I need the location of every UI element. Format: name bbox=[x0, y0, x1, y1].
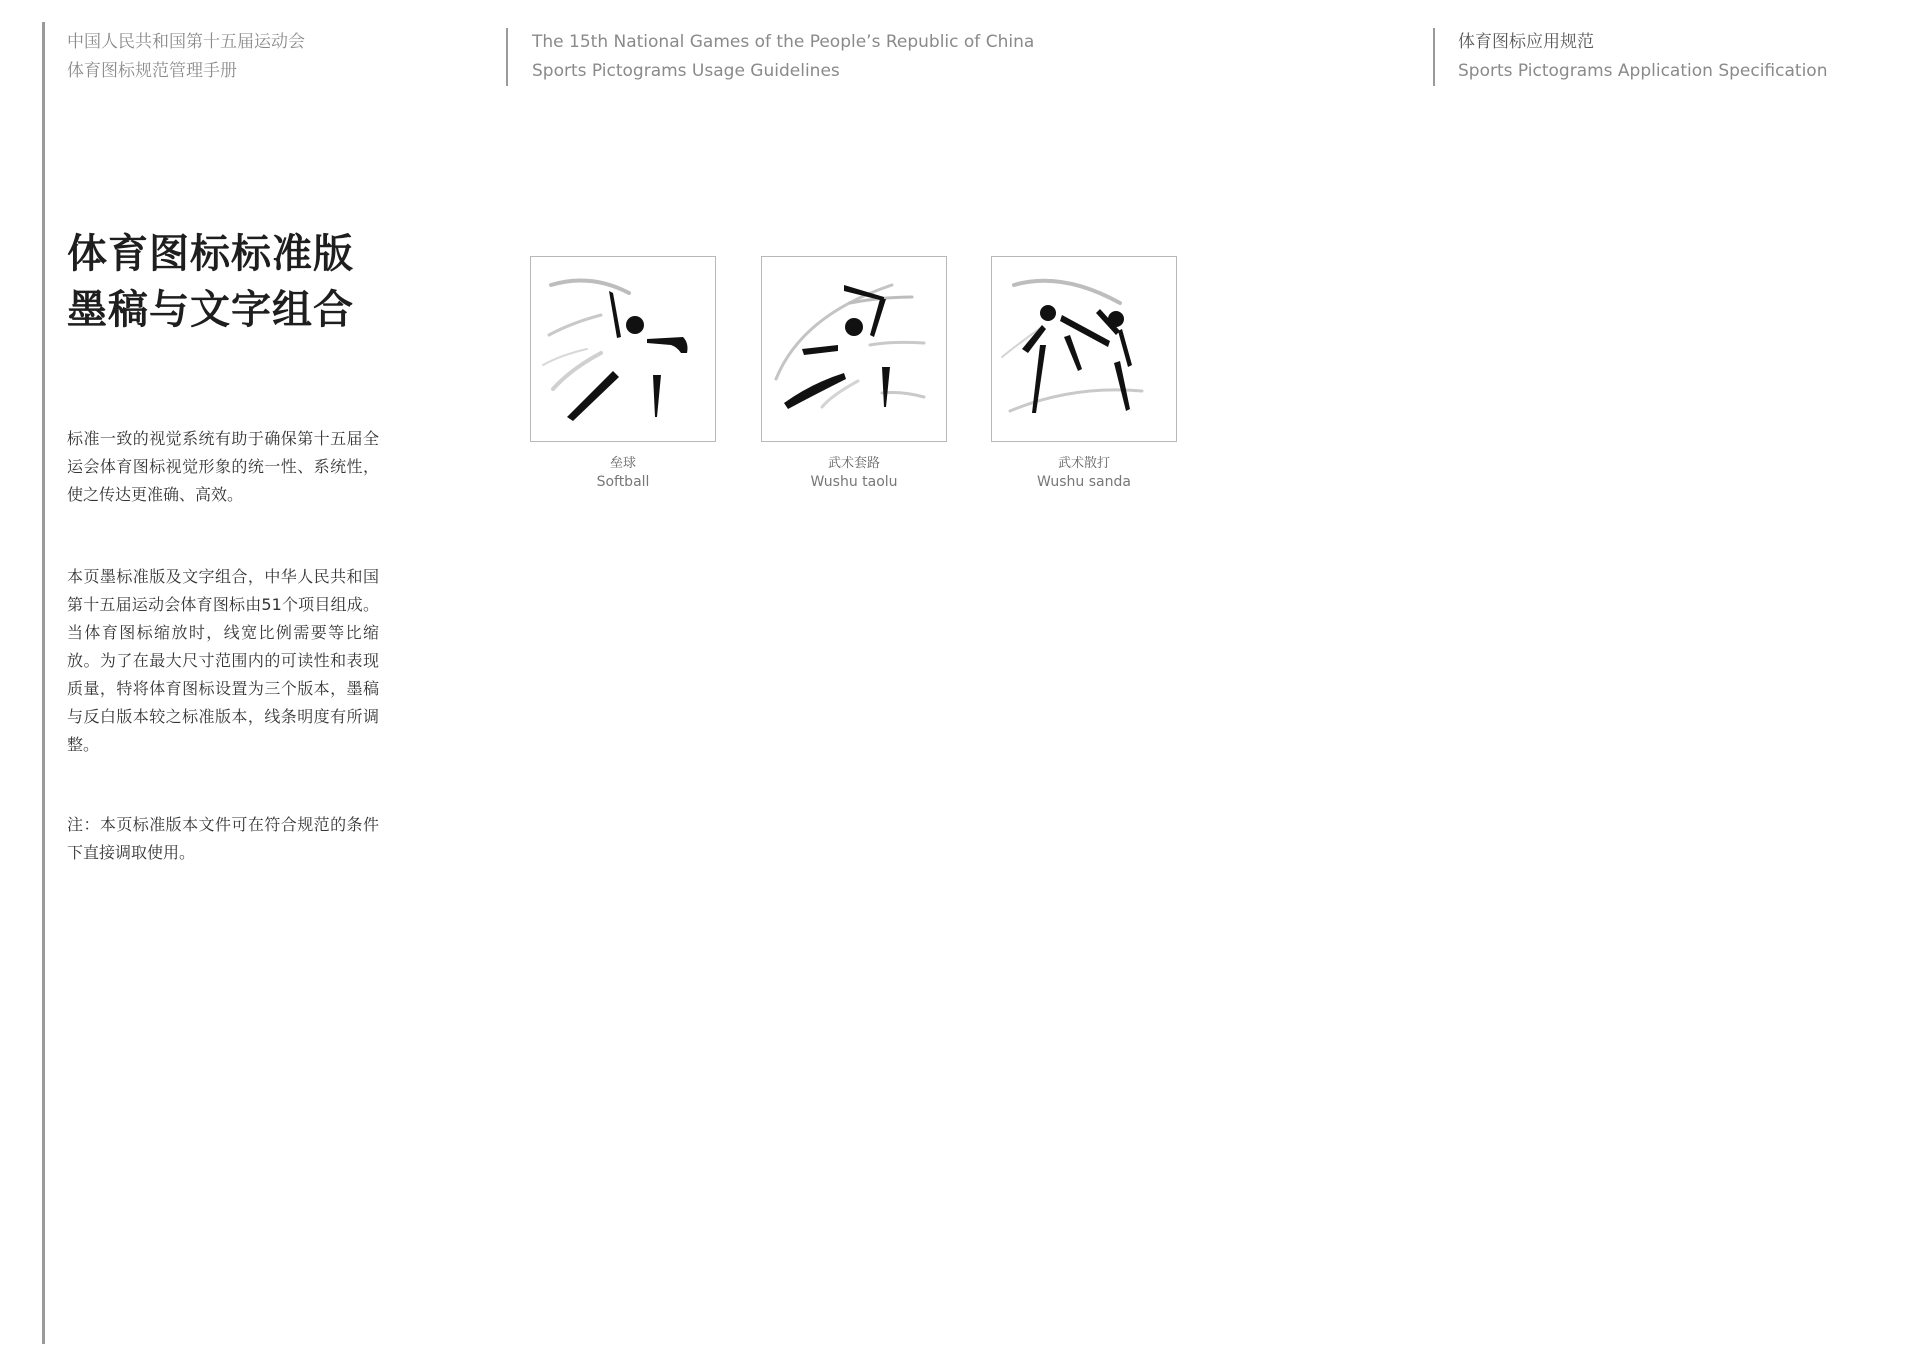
pictogram-tile-wushu-taolu bbox=[761, 256, 947, 491]
intro-paragraph: 标准一致的视觉系统有助于确保第十五届全运会体育图标视觉形象的统一性、系统性，使之传达更准确、高效。 bbox=[67, 429, 379, 504]
header-right-line1: 体育图标应用规范 bbox=[1458, 32, 1594, 52]
note-paragraph: 注：本页标准版本文件可在符合规范的条件下直接调取使用。 bbox=[67, 815, 379, 862]
description-paragraph: 本页墨标准版及文字组合，中华人民共和国第十五届运动会体育图标由51个项目组成。当体育图标缩放时，线宽比例需要等比缩放。为了在最大尺寸范围内的可读性和表现质量，特将体育图标设置为三个版本，墨稿与反白版本较之标准版本，线条明度有所调整。 bbox=[67, 567, 379, 754]
pictogram-frame bbox=[761, 256, 947, 442]
pictogram-label-zh: 武术散打 bbox=[1057, 456, 1110, 471]
header-middle-line1: The 15th National Games of the People’s Republic of China bbox=[532, 32, 1035, 52]
page-title bbox=[67, 226, 354, 338]
pictogram-label-en: Wushu taolu bbox=[810, 474, 898, 490]
pictogram-label-en: Softball bbox=[596, 474, 650, 490]
header-middle bbox=[506, 28, 1034, 86]
page-title-line2: 墨稿与文字组合 bbox=[67, 287, 354, 333]
header-left-line1: 中国人民共和国第十五届运动会 bbox=[67, 32, 305, 52]
pictogram-frame bbox=[530, 256, 716, 442]
wushu-sanda-pictogram-icon bbox=[992, 257, 1176, 441]
pictogram-label-en: Wushu sanda bbox=[1037, 474, 1131, 490]
header-right bbox=[1433, 28, 1827, 86]
header-right-line2: Sports Pictograms Application Specification bbox=[1458, 61, 1828, 81]
header-middle-line2: Sports Pictograms Usage Guidelines bbox=[532, 61, 840, 81]
left-margin-rule bbox=[42, 22, 45, 1344]
header-left-line2: 体育图标规范管理手册 bbox=[67, 61, 237, 81]
header-left bbox=[67, 28, 305, 86]
page-title-line1: 体育图标标准版 bbox=[67, 231, 354, 277]
softball-pictogram-icon bbox=[531, 257, 715, 441]
pictogram-frame bbox=[991, 256, 1177, 442]
pictogram-tile-wushu-sanda bbox=[991, 256, 1177, 491]
pictogram-label-zh: 垒球 bbox=[609, 456, 636, 471]
pictogram-label-zh: 武术套路 bbox=[827, 456, 880, 471]
pictogram-tile-softball bbox=[530, 256, 716, 491]
wushu-taolu-pictogram-icon bbox=[762, 257, 946, 441]
